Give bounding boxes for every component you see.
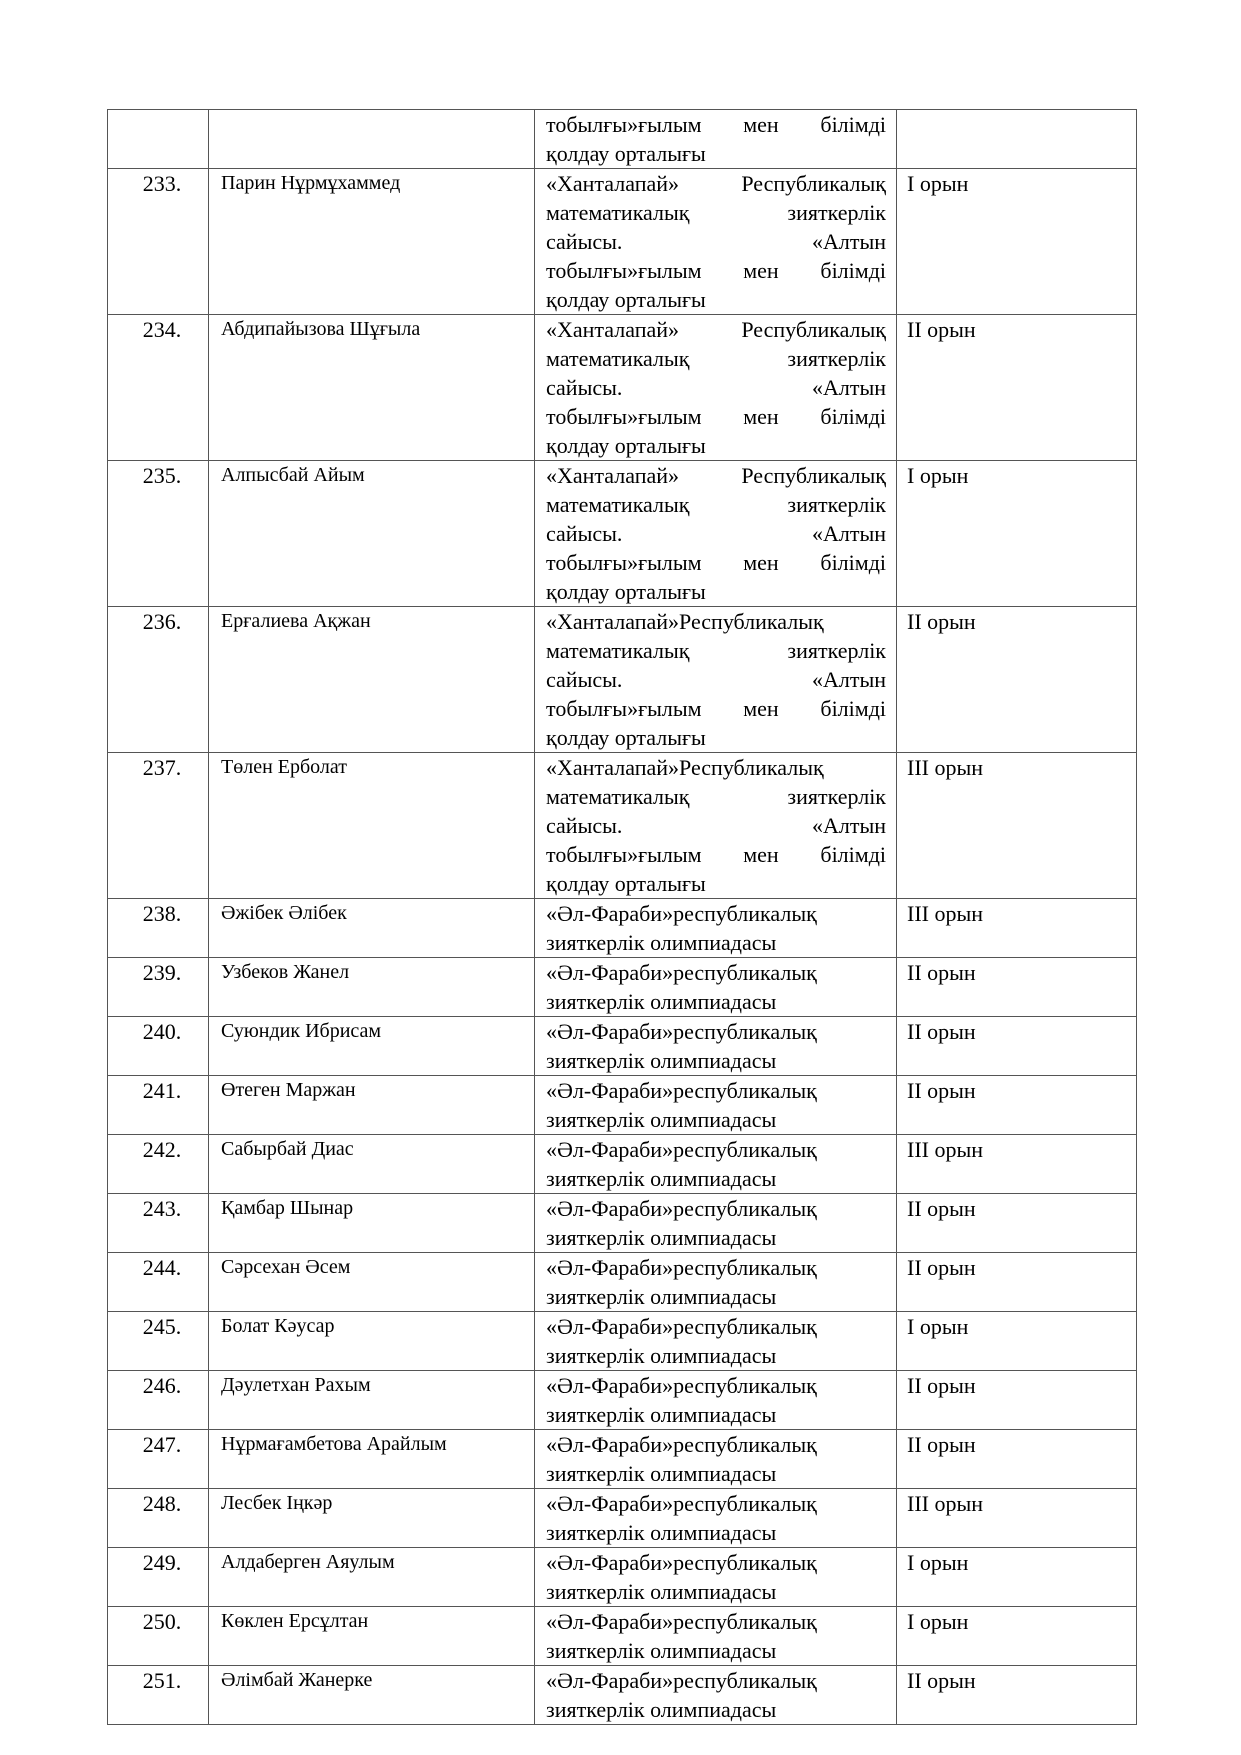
place-cell: II орын	[897, 1017, 1137, 1076]
row-number-cell: 234.	[108, 315, 209, 461]
event-line: зияткерлік олимпиадасы	[546, 989, 777, 1014]
student-name-cell: Көклен Ерсұлтан	[209, 1607, 535, 1666]
event-cell	[535, 315, 897, 461]
row-number-cell	[108, 110, 209, 169]
table-row	[108, 169, 1137, 315]
event-line: «Ханталапай»Республикалық	[546, 609, 824, 634]
table-row	[108, 315, 1137, 461]
event-line: «Әл-Фараби»республикалық	[546, 1137, 817, 1162]
event-line: зияткерлік олимпиадасы	[546, 1697, 777, 1722]
event-line: математикалық зияткерлік	[546, 200, 886, 225]
event-line: тобылғы»ғылым мен білімді	[546, 258, 886, 283]
table-row	[108, 753, 1137, 899]
student-name-cell: Болат Кәусар	[209, 1312, 535, 1371]
results-table-body	[108, 110, 1137, 1725]
table-row	[108, 1017, 1137, 1076]
table-row	[108, 958, 1137, 1017]
event-cell	[535, 1666, 897, 1725]
event-line: тобылғы»ғылым мен білімді	[546, 404, 886, 429]
event-line: зияткерлік олимпиадасы	[546, 1048, 777, 1073]
event-line: математикалық зияткерлік	[546, 492, 886, 517]
event-line: математикалық зияткерлік	[546, 784, 886, 809]
event-line: «Әл-Фараби»республикалық	[546, 960, 817, 985]
event-line: «Әл-Фараби»республикалық	[546, 1019, 817, 1044]
student-name-cell: Төлен Ерболат	[209, 753, 535, 899]
event-line: «Ханталапай» Республикалық	[546, 171, 886, 196]
event-line: «Әл-Фараби»республикалық	[546, 1373, 817, 1398]
event-line: «Ханталапай»Республикалық	[546, 755, 824, 780]
event-cell	[535, 1076, 897, 1135]
student-name-cell: Әжібек Әлібек	[209, 899, 535, 958]
event-line: зияткерлік олимпиадасы	[546, 1402, 777, 1427]
row-number-cell: 240.	[108, 1017, 209, 1076]
student-name-cell: Қамбар Шынар	[209, 1194, 535, 1253]
place-cell: I орын	[897, 1548, 1137, 1607]
place-cell: III орын	[897, 1135, 1137, 1194]
event-cell	[535, 1607, 897, 1666]
event-cell	[535, 899, 897, 958]
event-cell	[535, 1253, 897, 1312]
event-line: қолдау орталығы	[546, 141, 706, 166]
table-row	[108, 1371, 1137, 1430]
student-name-cell: Абдипайызова Шұғыла	[209, 315, 535, 461]
event-cell	[535, 1017, 897, 1076]
event-cell	[535, 1489, 897, 1548]
row-number-cell: 241.	[108, 1076, 209, 1135]
place-cell: III орын	[897, 1489, 1137, 1548]
table-row	[108, 607, 1137, 753]
place-cell: I орын	[897, 461, 1137, 607]
event-cell	[535, 461, 897, 607]
event-line: қолдау орталығы	[546, 871, 706, 896]
event-line: зияткерлік олимпиадасы	[546, 1225, 777, 1250]
row-number-cell: 239.	[108, 958, 209, 1017]
event-line: «Әл-Фараби»республикалық	[546, 1196, 817, 1221]
event-line: зияткерлік олимпиадасы	[546, 930, 777, 955]
event-line: математикалық зияткерлік	[546, 638, 886, 663]
row-number-cell: 238.	[108, 899, 209, 958]
event-cell	[535, 958, 897, 1017]
place-cell: II орын	[897, 1253, 1137, 1312]
event-line: «Ханталапай» Республикалық	[546, 317, 886, 342]
event-line: тобылғы»ғылым мен білімді	[546, 550, 886, 575]
event-line: «Әл-Фараби»республикалық	[546, 1668, 817, 1693]
event-line: зияткерлік олимпиадасы	[546, 1520, 777, 1545]
student-name-cell: Суюндик Ибрисам	[209, 1017, 535, 1076]
event-cell	[535, 1548, 897, 1607]
event-cell	[535, 110, 897, 169]
event-line: математикалық зияткерлік	[546, 346, 886, 371]
student-name-cell: Өтеген Маржан	[209, 1076, 535, 1135]
event-line: тобылғы»ғылым мен білімді	[546, 842, 886, 867]
place-cell: II орын	[897, 1666, 1137, 1725]
student-name-cell: Нұрмағамбетова Арайлым	[209, 1430, 535, 1489]
event-line: «Әл-Фараби»республикалық	[546, 1609, 817, 1634]
event-cell	[535, 1371, 897, 1430]
table-row-continued	[108, 110, 1137, 169]
student-name-cell: Әлімбай Жанерке	[209, 1666, 535, 1725]
student-name-cell: Дәулетхан Рахым	[209, 1371, 535, 1430]
table-row	[108, 1607, 1137, 1666]
row-number-cell: 248.	[108, 1489, 209, 1548]
event-line: сайысы. «Алтын	[546, 813, 886, 838]
event-line: қолдау орталығы	[546, 579, 706, 604]
place-cell: I орын	[897, 1607, 1137, 1666]
place-cell: III орын	[897, 899, 1137, 958]
student-name-cell: Лесбек Іңкәр	[209, 1489, 535, 1548]
row-number-cell: 244.	[108, 1253, 209, 1312]
event-line: «Әл-Фараби»республикалық	[546, 1314, 817, 1339]
place-cell	[897, 110, 1137, 169]
table-row	[108, 1135, 1137, 1194]
table-row	[108, 1430, 1137, 1489]
row-number-cell: 237.	[108, 753, 209, 899]
table-row	[108, 899, 1137, 958]
row-number-cell: 233.	[108, 169, 209, 315]
table-row	[108, 1312, 1137, 1371]
place-cell: II орын	[897, 607, 1137, 753]
event-cell	[535, 1194, 897, 1253]
row-number-cell: 249.	[108, 1548, 209, 1607]
event-cell	[535, 1312, 897, 1371]
event-cell	[535, 169, 897, 315]
student-name-cell: Парин Нұрмұхаммед	[209, 169, 535, 315]
event-line: қолдау орталығы	[546, 433, 706, 458]
student-name-cell: Алпысбай Айым	[209, 461, 535, 607]
event-line: зияткерлік олимпиадасы	[546, 1638, 777, 1663]
student-name-cell: Узбеков Жанел	[209, 958, 535, 1017]
row-number-cell: 250.	[108, 1607, 209, 1666]
event-line: қолдау орталығы	[546, 287, 706, 312]
table-row	[108, 461, 1137, 607]
place-cell: II орын	[897, 958, 1137, 1017]
event-cell	[535, 607, 897, 753]
event-line: тобылғы»ғылым мен білімді	[546, 112, 886, 137]
place-cell: I орын	[897, 169, 1137, 315]
place-cell: II орын	[897, 1371, 1137, 1430]
table-row	[108, 1253, 1137, 1312]
event-line: зияткерлік олимпиадасы	[546, 1579, 777, 1604]
event-cell	[535, 1430, 897, 1489]
event-line: зияткерлік олимпиадасы	[546, 1343, 777, 1368]
event-line: «Әл-Фараби»республикалық	[546, 901, 817, 926]
event-line: «Әл-Фараби»республикалық	[546, 1255, 817, 1280]
row-number-cell: 235.	[108, 461, 209, 607]
place-cell: II орын	[897, 1430, 1137, 1489]
place-cell: II орын	[897, 315, 1137, 461]
student-name-cell: Алдаберген Аяулым	[209, 1548, 535, 1607]
place-cell: II орын	[897, 1076, 1137, 1135]
results-table	[107, 109, 1137, 1725]
table-row	[108, 1076, 1137, 1135]
student-name-cell: Ерғалиева Ақжан	[209, 607, 535, 753]
row-number-cell: 245.	[108, 1312, 209, 1371]
student-name-cell	[209, 110, 535, 169]
event-line: сайысы. «Алтын	[546, 667, 886, 692]
event-line: «Ханталапай» Республикалық	[546, 463, 886, 488]
event-line: «Әл-Фараби»республикалық	[546, 1432, 817, 1457]
row-number-cell: 247.	[108, 1430, 209, 1489]
row-number-cell: 251.	[108, 1666, 209, 1725]
table-row	[108, 1489, 1137, 1548]
table-row	[108, 1194, 1137, 1253]
place-cell: III орын	[897, 753, 1137, 899]
row-number-cell: 246.	[108, 1371, 209, 1430]
student-name-cell: Сабырбай Диас	[209, 1135, 535, 1194]
event-line: зияткерлік олимпиадасы	[546, 1284, 777, 1309]
event-line: зияткерлік олимпиадасы	[546, 1166, 777, 1191]
place-cell: I орын	[897, 1312, 1137, 1371]
event-cell	[535, 753, 897, 899]
table-row	[108, 1666, 1137, 1725]
table-row	[108, 1548, 1137, 1607]
event-line: сайысы. «Алтын	[546, 375, 886, 400]
event-line: «Әл-Фараби»республикалық	[546, 1491, 817, 1516]
event-line: сайысы. «Алтын	[546, 521, 886, 546]
event-line: тобылғы»ғылым мен білімді	[546, 696, 886, 721]
row-number-cell: 242.	[108, 1135, 209, 1194]
event-line: сайысы. «Алтын	[546, 229, 886, 254]
event-line: зияткерлік олимпиадасы	[546, 1107, 777, 1132]
event-line: «Әл-Фараби»республикалық	[546, 1078, 817, 1103]
event-cell	[535, 1135, 897, 1194]
event-line: «Әл-Фараби»республикалық	[546, 1550, 817, 1575]
student-name-cell: Сәрсехан Әсем	[209, 1253, 535, 1312]
place-cell: II орын	[897, 1194, 1137, 1253]
row-number-cell: 243.	[108, 1194, 209, 1253]
event-line: зияткерлік олимпиадасы	[546, 1461, 777, 1486]
event-line: қолдау орталығы	[546, 725, 706, 750]
row-number-cell: 236.	[108, 607, 209, 753]
